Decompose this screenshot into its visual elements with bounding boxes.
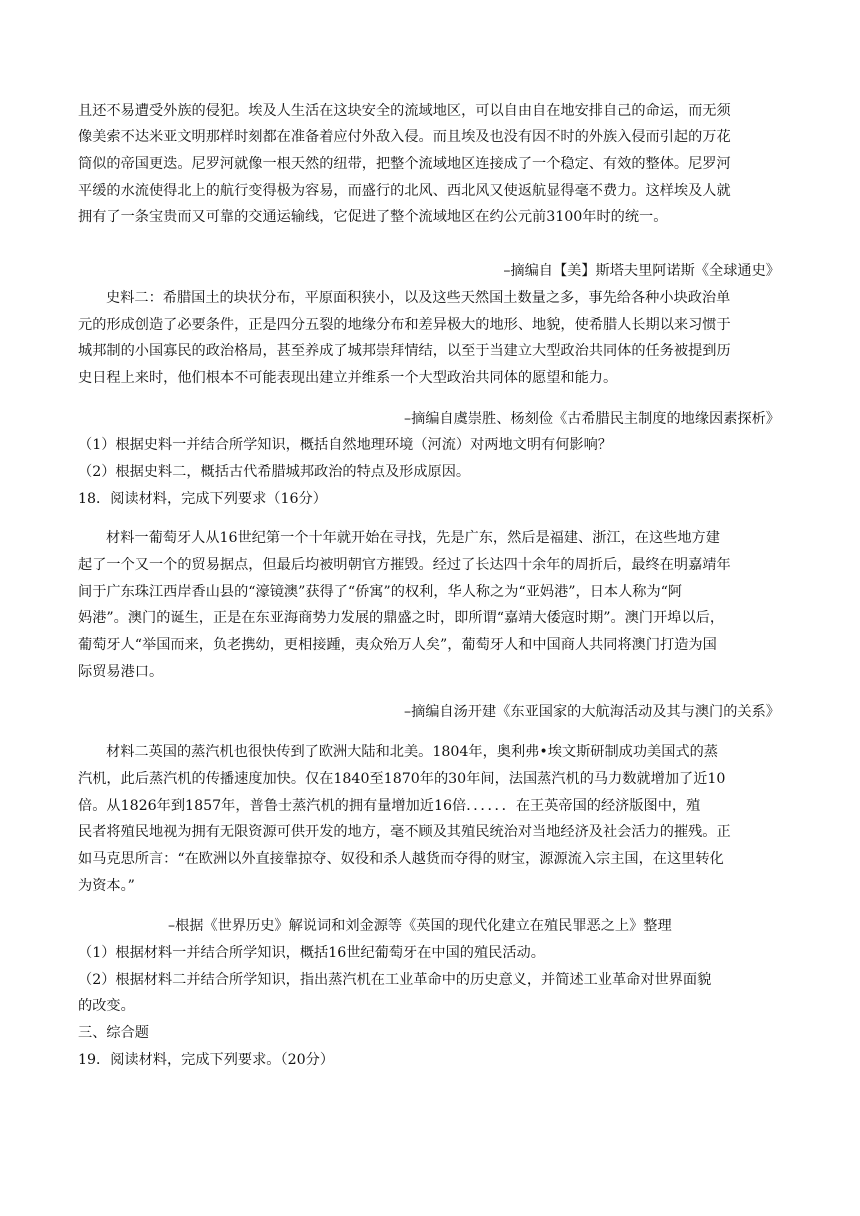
text-line: 际贸易港口。: [78, 664, 164, 680]
text-line: 史料二：希腊国土的块状分布，平原面积狭小，以及这些天然国土数量之多，事先给各种小块政治单: [106, 290, 731, 306]
text-line: 妈港”。澳门的诞生，正是在东亚海商势力发展的鼎盛之时，即所谓“嘉靖大倭寇时期”。澳门开埠以后，: [78, 610, 725, 626]
text-line: 且还不易遭受外族的侵犯。埃及人生活在这块安全的流域地区，可以自由自在地安排自己的命运，而无须: [78, 103, 731, 119]
text-line: 材料一葡萄牙人从16世纪第一个十年就开始在寻找，先是广东，然后是福建、浙江，在这些地方建: [106, 530, 720, 546]
text-line: 葡萄牙人“举国而来，负老携幼，更相接踵，夷众殆万人矣”，葡萄牙人和中国商人共同将澳门打造为国: [78, 637, 717, 653]
source-citation: –根据《世界历史》解说词和刘金源等《英国的现代化建立在殖民罪恶之上》整理: [168, 918, 672, 934]
section-heading: 三、综合题: [78, 1025, 149, 1041]
text-line: 间于广东珠江西岸香山县的“濠镜澳”获得了“侨寓”的权利，华人称之为“亚妈港”，日本人称为“阿: [78, 584, 683, 600]
text-line: 元的形成创造了必要条件，正是四分五裂的地缘分布和差异极大的地形、地貌，使希腊人长期以来习惯于: [78, 317, 731, 333]
question-item: （2）根据材料二并结合所学知识，指出蒸汽机在工业革命中的历史意义，并简述工业革命对世界面貌: [78, 972, 712, 988]
source-citation: –摘编自虞崇胜、杨刻俭《古希腊民主制度的地缘因素探析》: [404, 411, 780, 427]
question-item: （1）根据材料一并结合所学知识，概括16世纪葡萄牙在中国的殖民活动。: [78, 945, 545, 961]
text-line: 如马克思所言：“在欧洲以外直接靠掠夺、奴役和杀人越货而夺得的财宝，源源流入宗主国，在这里转化: [78, 851, 724, 867]
text-line: 汽机，此后蒸汽机的传播速度加快。仅在1840至1870年的30年间，法国蒸汽机的马力数就增加了近10: [78, 771, 726, 787]
source-citation: –摘编自【美】斯塔夫里阿诺斯《全球通史》: [503, 263, 780, 279]
text-line: 城邦制的小国寡民的政治格局，甚至养成了城邦崇拜情结，以至于当建立大型政治共同体的任务被提到历: [78, 343, 731, 359]
text-line: 材料二英国的蒸汽机也很快传到了欧洲大陆和北美。1804年，奥利弗•埃文斯研制成功美国式的蒸: [106, 744, 718, 760]
question-heading: 18．阅读材料，完成下列要求（16分）: [78, 491, 327, 507]
text-line: 为资本。”: [78, 878, 135, 894]
text-line: 倍。从1826年到1857年，普鲁士蒸汽机的拥有量增加近16倍．．．．．．在王英帝国的经济版图中，殖: [78, 798, 701, 814]
text-line: 像美索不达米亚文明那样时刻都在准备着应付外敌入侵。而且埃及也没有因不时的外族入侵而引起的万花: [78, 129, 731, 145]
text-line: 起了一个又一个的贸易据点，但最后均被明朝官方摧毁。经过了长达四十余年的周折后，最终在明嘉靖年: [78, 557, 731, 573]
text-line: 的改变。: [78, 998, 135, 1014]
question-item: （1）根据史料一并结合所学知识，概括自然地理环境（河流）对两地文明有何影响？: [78, 437, 612, 453]
text-line: 平缓的水流使得北上的航行变得极为容易，而盛行的北风、西北风又使返航显得毫不费力。这样埃及人就: [78, 183, 731, 199]
text-line: 筒似的帝国更迭。尼罗河就像一根天然的纽带，把整个流域地区连接成了一个稳定、有效的整体。尼罗河: [78, 156, 731, 172]
text-line: 民者将殖民地视为拥有无限资源可供开发的地方，毫不顾及其殖民统治对当地经济及社会活力的摧残。正: [78, 824, 731, 840]
text-line: 史日程上来时，他们根本不可能表现出建立并维系一个大型政治共同体的愿望和能力。: [78, 370, 618, 386]
source-citation: –摘编自汤开建《东亚国家的大航海活动及其与澳门的关系》: [404, 704, 780, 720]
question-item: （2）根据史料二，概括古代希腊城邦政治的特点及形成原因。: [78, 464, 471, 480]
text-line: 拥有了一条宝贵而又可靠的交通运输线，它促进了整个流域地区在约公元前3100年时的统一。: [78, 209, 668, 225]
question-heading: 19．阅读材料，完成下列要求。（20分）: [78, 1052, 335, 1068]
